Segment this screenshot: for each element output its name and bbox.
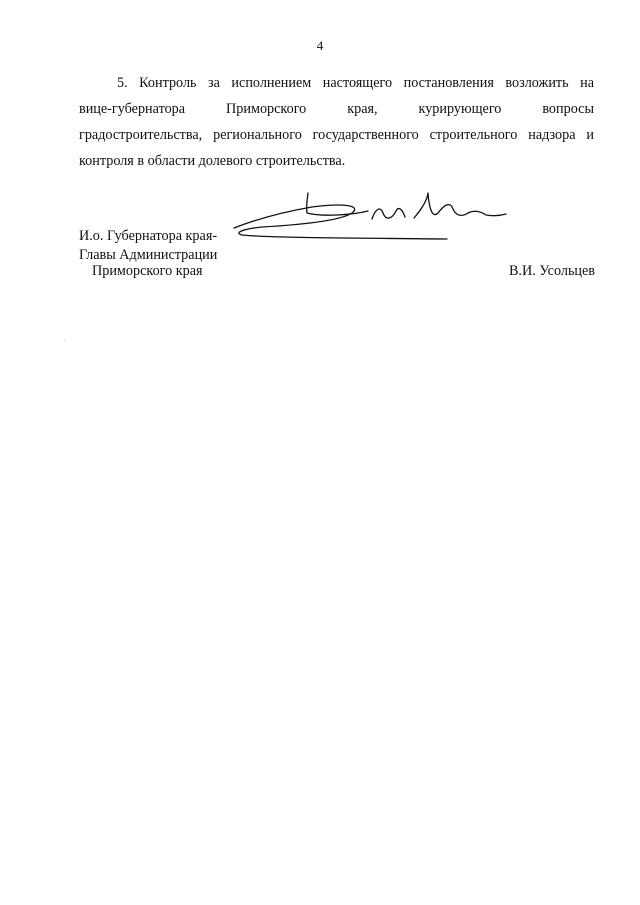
paragraph-line: 5. Контроль за исполнением настоящего постановления возложить на (117, 75, 594, 91)
handwritten-signature (222, 183, 522, 253)
signer-name: В.И. Усольцев (508, 263, 595, 279)
signer-title-line: Главы Администрации (79, 247, 218, 263)
body-paragraph (79, 70, 594, 174)
signer-title-line: И.о. Губернатора края- (79, 228, 218, 244)
paragraph-line: вице-губернатора Приморского края, курирующего вопросы (79, 101, 594, 117)
scan-artifact (64, 340, 65, 341)
signer-title-line: Приморского края (92, 263, 203, 279)
paragraph-line: градостроительства, регионального государственного строительного надзора и (79, 127, 594, 143)
paragraph-line: контроля в области долевого строительства. (79, 153, 346, 169)
page-number: 4 (316, 38, 324, 53)
